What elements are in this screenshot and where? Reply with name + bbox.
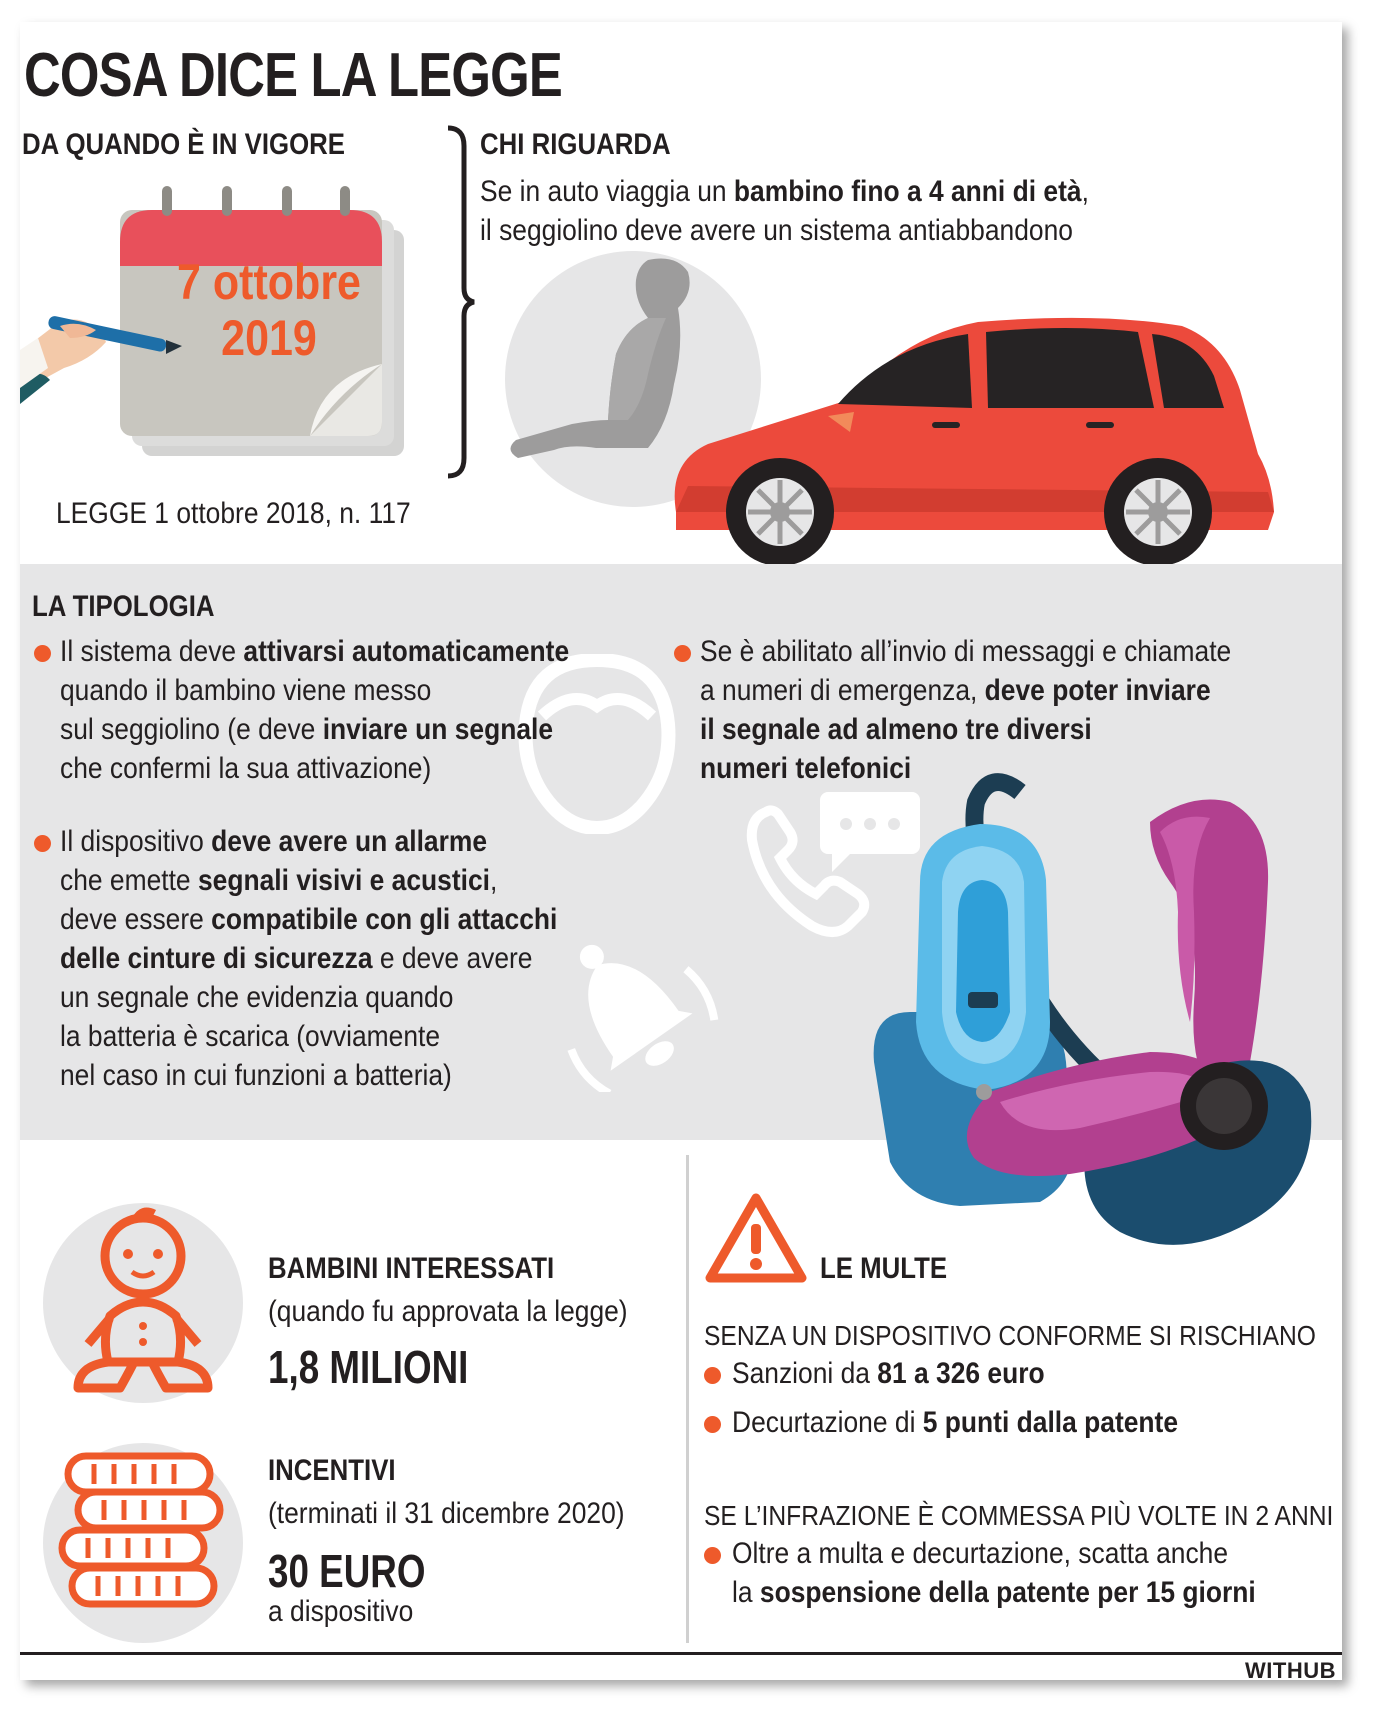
multe-sospensione: Oltre a multa e decurtazione, scatta anche la sospensione della patente per 15 giorni <box>732 1537 1256 1609</box>
riguarda-title: CHI RIGUARDA <box>480 128 671 161</box>
bambini-value: 1,8 MILIONI <box>268 1341 469 1393</box>
bambini-title: BAMBINI INTERESSATI <box>268 1252 555 1285</box>
bullet-dot <box>34 645 51 662</box>
multe-intro-1: SENZA UN DISPOSITIVO CONFORME SI RISCHIANO <box>704 1320 1316 1351</box>
riguarda-text: Se in auto viaggia un bambino fino a 4 anni di età, il seggiolino deve avere un sistema antiabbandono <box>480 175 1089 247</box>
vigore-date <box>140 254 398 366</box>
bullet-dot <box>704 1547 721 1564</box>
warning-icon <box>704 1192 808 1284</box>
tipologia-item-1: Il sistema deve attivarsi automaticamente quando il bambino viene messo sul seggiolino (e deve inviare un segnale che confermi la sua attivazione) <box>60 635 570 785</box>
bullet-dot <box>704 1367 721 1384</box>
section-divider <box>686 1155 689 1643</box>
incentivi-subtitle: (terminati il 31 dicembre 2020) <box>268 1497 625 1530</box>
bambini-subtitle: (quando fu approvata la legge) <box>268 1295 628 1328</box>
bullet-dot <box>34 835 51 852</box>
incentivi-title: INCENTIVI <box>268 1454 396 1487</box>
bullet-dot <box>704 1416 721 1433</box>
coins-icon <box>38 1438 248 1648</box>
incentivi-unit: a dispositivo <box>268 1595 414 1628</box>
infographic-card <box>20 22 1342 1680</box>
baby-icon <box>38 1198 248 1408</box>
law-reference: LEGGE 1 ottobre 2018, n. 117 <box>56 497 411 530</box>
tipologia-item-2: Se è abilitato all’invio di messaggi e chiamate a numeri di emergenza, deve poter inviare il segnale ad almeno tre diversi numeri telefonici <box>700 635 1232 785</box>
credit-label: WITHUB <box>1245 1658 1336 1680</box>
infant-carrier-icon <box>850 762 1342 1272</box>
multe-decurtazione: Decurtazione di 5 punti dalla patente <box>732 1406 1179 1439</box>
vigore-title: DA QUANDO È IN VIGORE <box>22 128 346 161</box>
page-title: COSA DICE LA LEGGE <box>24 41 562 110</box>
incentivi-value: 30 EURO <box>268 1545 426 1597</box>
bracket-divider <box>438 122 478 482</box>
multe-intro-2: SE L’INFRAZIONE È COMMESSA PIÙ VOLTE IN 2 ANNI <box>704 1500 1334 1531</box>
bullet-dot <box>674 645 691 662</box>
vigore-date-year: 2019 <box>221 310 317 366</box>
footer-rule <box>20 1652 1342 1655</box>
multe-sanzioni: Sanzioni da 81 a 326 euro <box>732 1357 1045 1390</box>
tipologia-title: LA TIPOLOGIA <box>32 590 215 623</box>
multe-title: LE MULTE <box>820 1252 948 1285</box>
tipologia-item-3: Il dispositivo deve avere un allarme che emette segnali visivi e acustici, deve essere compatibile con gli attacchi delle cinture di sicurezza e deve avere un segnale che evidenzia quando la batteria è scarica (ovviamente nel caso in cui funzioni a batteria) <box>60 825 558 1092</box>
vigore-date-day: 7 ottobre <box>177 254 361 310</box>
car-icon <box>668 316 1342 568</box>
